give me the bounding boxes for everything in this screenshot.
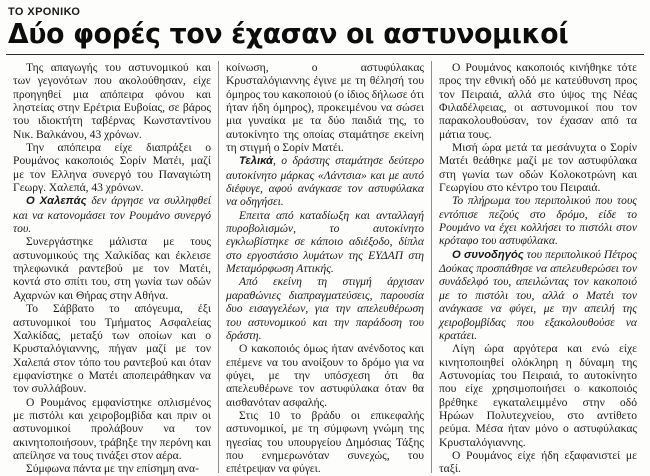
- paragraph-text: Ο Ρουμάνος εμφανίστηκε οπλισμένος με πιστόλι και χειροβομβίδα και πριν οι αστυνομικοί προλάβουν να τον ακινητοποιήσουν, τράβηξε την περόνη και απείλησε να τους τινάξει στον αέρα.: [13, 395, 211, 462]
- article-paragraph: [226, 342, 424, 409]
- article-paragraph: [226, 154, 424, 208]
- article-paragraph: [439, 61, 637, 141]
- article-paragraph: [226, 409, 424, 476]
- paragraph-text: κοίνωση, ο αστυφύλακας Κρυσταλόγιαννης έγινε με τη θέλησή του όμηρος του κακοποιού (ο ίδιος δήλωσε ότι ήταν ήδη όμηρος), προκειμένου να σώσει μια γυναίκα με τα δύο παιδιά της, το αυτοκίνητο της οποίας σταμάτησε εκείνη τη στιγμή ο Σορίν Ματέι.: [226, 60, 424, 155]
- paragraph-lead-in: Ο Χαλεπάς: [26, 195, 87, 208]
- paragraph-text: Επειτα από καταδίωξη και ανταλλαγή πυροβολισμών, το αυτοκίνητο εγκλωβίστηκε σε κάποιο αδιέξοδο, δίπλα στο εργοστάσιο λυμάτων της ΕΥΔΑΠ στη Μεταμόρφωση Αττικής.: [226, 208, 424, 276]
- paragraph-text: Συνεργάστηκε μάλιστα με τους αστυνομικούς της Χαλκίδας και έκλεισε τηλεφωνικά ραντεβού με τον Ματέι, κοντά στο σπίτι του, στη γωνία των οδών Αχαρνών και Θήρας στην Αθήνα.: [13, 235, 211, 302]
- article-headline: Δύο φορές τον έχασαν οι αστυνομικοί: [8, 18, 569, 51]
- article-kicker: ΤΟ ΧΡΟΝΙΚΟ: [8, 6, 81, 18]
- paragraph-text: Λίγη ώρα αργότερα και ενώ είχε κινητοποιηθεί ολόκληρη η δύναμη της Αστυνομίας του Πειραιά, το αυτοκίνητο που είχε χρησιμοποιήσει ο κακοποιός βρέθηκε εγκαταλειμμένο στην οδό Ηρώων Πολυτεχνείου, στο αντίθετο ρεύμα. Μέσα ήταν μόνο ο αστυφύλακας Κρυσταλόγιαννης.: [439, 342, 637, 449]
- paragraph-lead-in: Τελικά: [239, 155, 273, 168]
- article-paragraph: [226, 275, 424, 342]
- article-paragraph: [226, 61, 424, 154]
- text-column-3: [431, 60, 644, 476]
- article-paragraph: [439, 194, 637, 247]
- paragraph-text: Σύμφωνα πάντα με την επίσημη ανα-: [26, 462, 199, 476]
- paragraph-text: Μισή ώρα μετά τα μεσάνυχτα ο Σορίν Ματέι θεάθηκε μαζί με τον αστυφύλακα στη γωνία των οδών Κολοκοτρώνη και Γεωργίου στο κέντρο του Πειραιά.: [439, 141, 637, 195]
- paragraph-text: του περιπολικού Πέτρος Δούκας προσπάθησε να απελευθερώσει τον συνάδελφό του, απειλώντας τον κακοποιό με το πιστόλι του, αλλά ο Ματέι τον ανάγκασε να φύγει, με την απειλή της χειροβομβίδας που εξακολουθούσε να κρατάει.: [439, 247, 637, 342]
- paragraph-text: Ο Ρουμάνος κακοποιός κινήθηκε τότε προς την εθνική οδό με κατεύθυνση προς τον Πειραιά, αλλά στο ύψος της Νέας Φιλαδέλφειας, οι αστυνομικοί που τον παρακολουθούσαν, τον έχασαν από τα μάτια τους.: [439, 60, 637, 141]
- article-paragraph: [13, 141, 211, 194]
- paragraph-text: Της απαγωγής του αστυνομικού και των γεγονότων που ακολούθησαν, είχε προηγηθεί μια απόπειρα φόνου και ληστείας στην Ερέτρια Ευβοίας, σε βάρος του ιδιοκτήτη ταβέρνας Κωνσταντίνου Νικ. Βαλκάνου, 43 χρόνων.: [13, 60, 211, 141]
- paragraph-text: , ο δράστης σταμάτησε δεύτερο αυτοκίνητο μάρκας «Λάντσια» και με αυτό διέφυγε, αφού ανάγκασε τον αστυφύλακα να οδηγήσει.: [226, 154, 424, 209]
- text-column-2: [218, 60, 431, 476]
- article-paragraph: [13, 462, 211, 475]
- text-column-1: [6, 60, 218, 476]
- paragraph-text: Το Σάββατο το απόγευμα, έξι αστυνομικοί του Τμήματος Ασφαλείας Χαλκίδας, μεταξύ των οποίων και ο Κρυσταλόγιαννης, πήγαν μαζί με τον Χαλεπά στον τόπο του ραντεβού και όταν εμφανίστηκε ο Ματέι αποπειράθηκαν να τον συλλάβουν.: [13, 302, 211, 396]
- paragraph-text: Την απόπειρα είχε διαπράξει ο Ρουμάνος κακοποιός Σορίν Ματέι, μαζί με τον Ελληνα συνεργό του Παναγιώτη Γεωργ. Χαλεπά, 43 χρόνων.: [13, 141, 211, 195]
- article-paragraph: [13, 302, 211, 395]
- article-paragraph: [13, 61, 211, 141]
- paragraph-text: Ο κακοποιός όμως ήταν ανένδοτος και επέμενε να του ανοίξουν το δρόμο για να φύγει, με την υπόσχεση ότι θα απελευθέρωνε τον αστυφύλακα όταν θα αισθανόταν ασφαλής.: [226, 342, 424, 409]
- paragraph-lead-in: Ο συνοδηγός: [452, 248, 524, 261]
- paragraph-text: Στις 10 το βράδυ οι επικεφαλής αστυνομικοί, με τη σύμφωνη γνώμη της ηγεσίας του υπουργείου Δημόσιας Τάξης που ενημερωνόταν συνεχώς, του επέτρεψαν να φύγει.: [226, 408, 424, 476]
- article-paragraph: [226, 209, 424, 276]
- article-paragraph: [439, 342, 637, 449]
- masthead: [0, 0, 650, 49]
- article-paragraph: [13, 235, 211, 302]
- article-paragraph: [13, 194, 211, 235]
- paragraph-text: Το πλήρωμα του περιπολικού που τους εντόπισε πεζούς στο δρόμο, είδε το Ρουμάνο να έχει κολλήσει το πιστόλι στον κρόταφο του αστυφύλακα.: [439, 194, 637, 248]
- paragraph-text: Ο Ρουμάνος είχε ήδη εξαφανιστεί με ταξί.: [439, 448, 637, 476]
- article-paragraph: [439, 248, 637, 342]
- paragraph-text: δεν άργησε να συλληφθεί και να κατονομάσει τον Ρουμάνο συνεργό του.: [13, 194, 211, 236]
- article-columns: [0, 55, 650, 476]
- article-paragraph: [439, 449, 637, 476]
- article-paragraph: [439, 141, 637, 194]
- article-paragraph: [13, 396, 211, 463]
- paragraph-text: Από εκείνη τη στιγμή άρχισαν μαραθώνιες διαπραγματεύσεις, παρουσία δυο εισαγγελέων, για την απελευθέρωση του αστυνομικού και την παράδοση του δράστη.: [226, 275, 424, 342]
